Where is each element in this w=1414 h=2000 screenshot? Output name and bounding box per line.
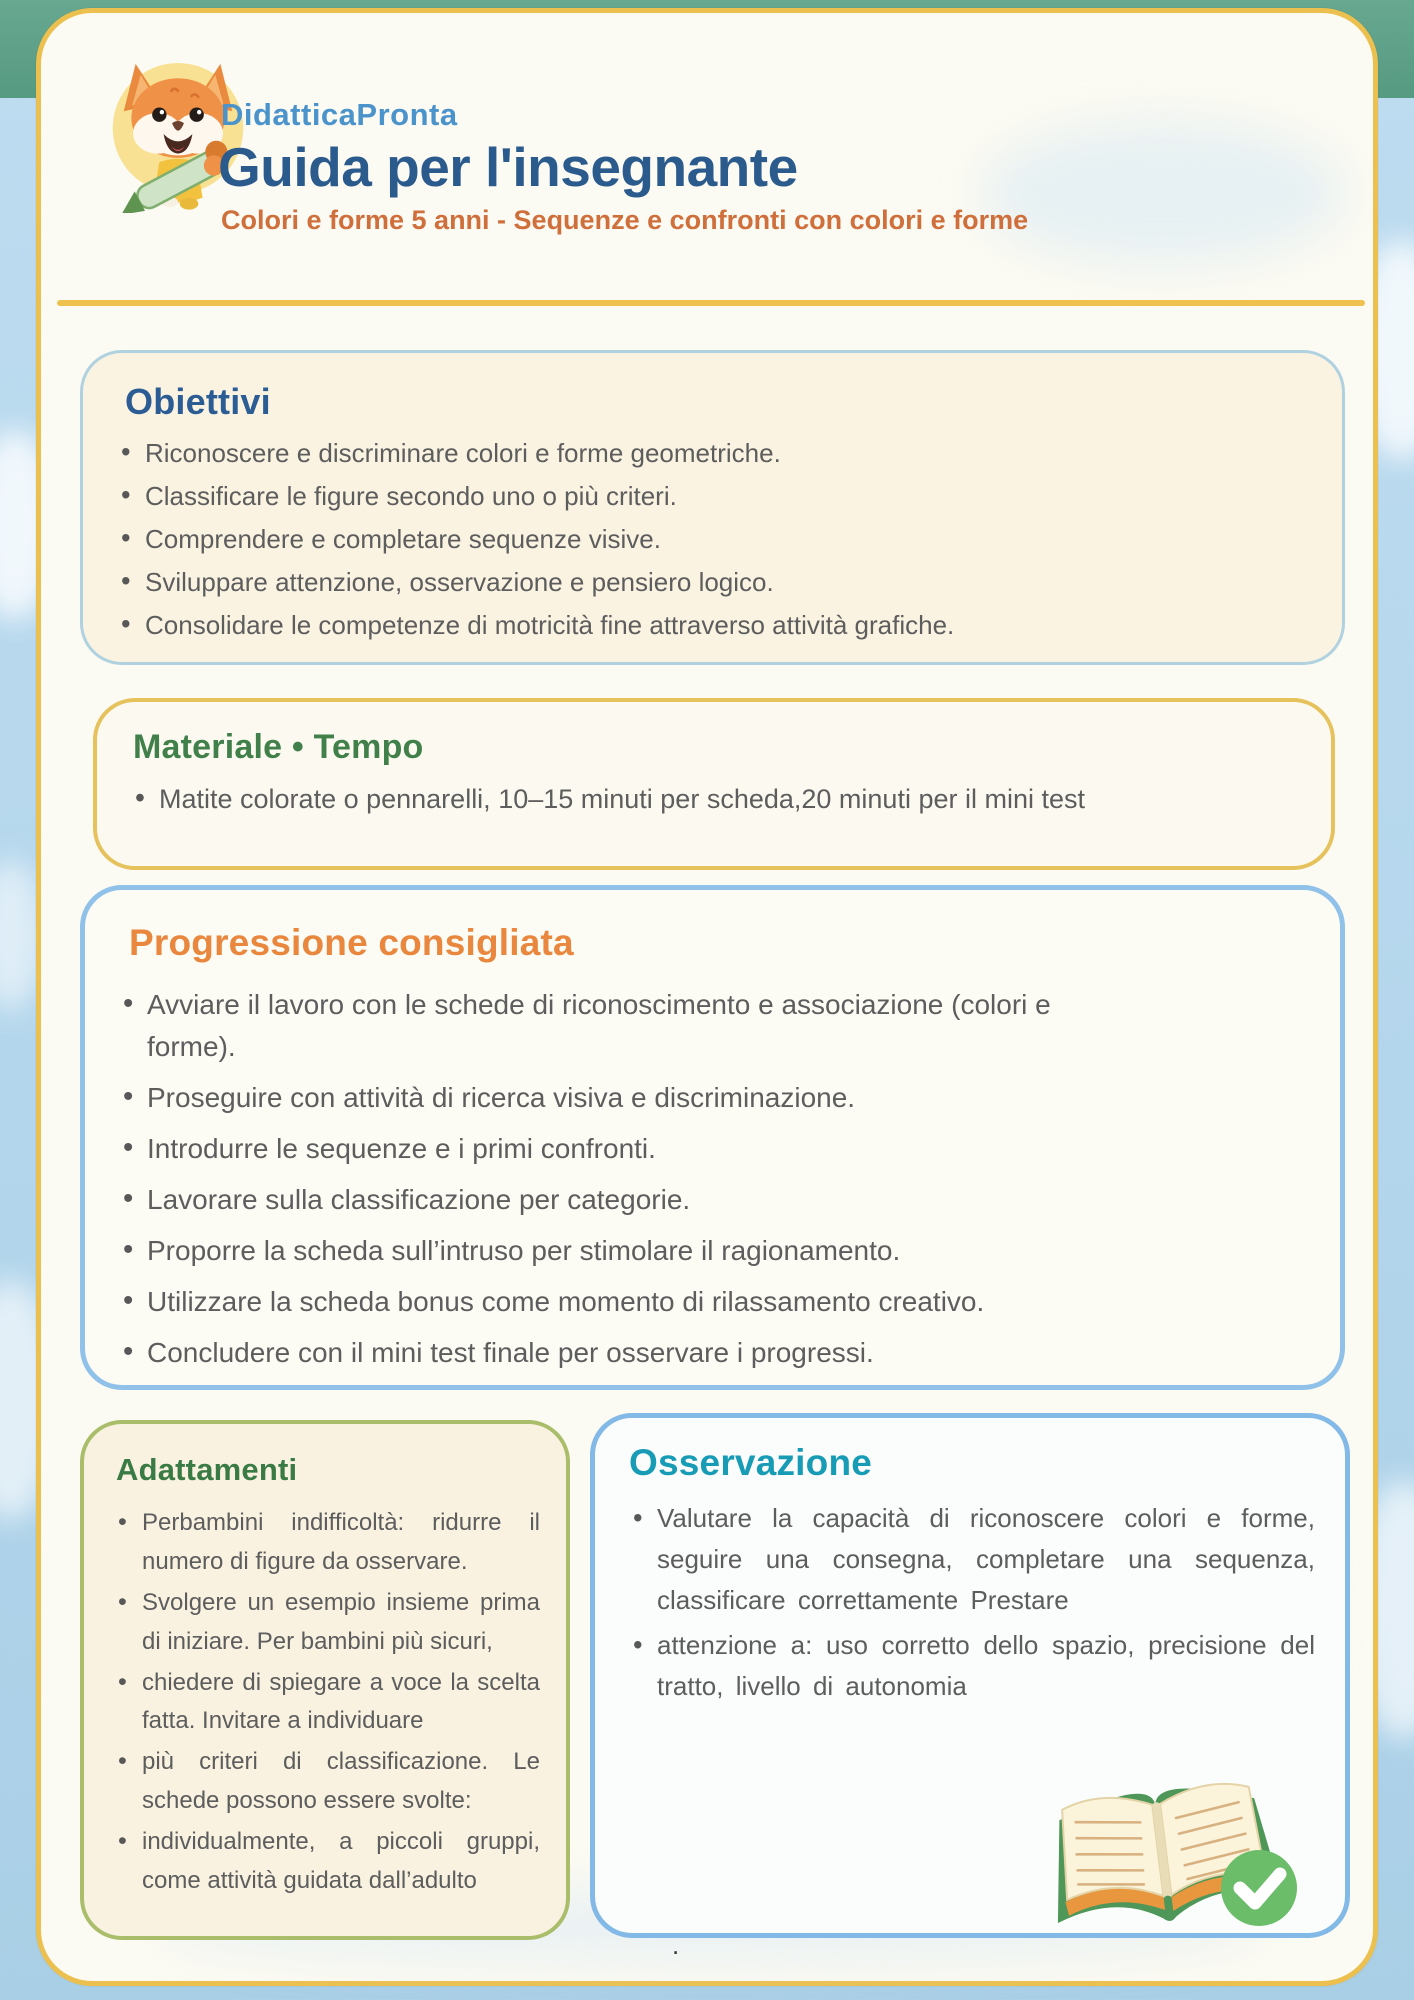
list-item: • Riconoscere e discriminare colori e forme geometriche. <box>113 435 1312 472</box>
list-item: • Classificare le figure secondo uno o più criteri. <box>113 478 1312 515</box>
header-divider <box>57 300 1365 306</box>
list-item: • Valutare la capacità di riconoscere colori e forme, seguire una consegna, completare una sequenza, classificare correttamente Prestare <box>625 1498 1315 1621</box>
list-item: • Sviluppare attenzione, osservazione e pensiero logico. <box>113 564 1312 601</box>
materiale-list <box>127 781 1301 819</box>
list-item: • Perbambini indifficoltà: ridurre il numero di figure da osservare. <box>110 1504 540 1582</box>
progressione-list <box>115 984 1145 1374</box>
guide-card <box>36 8 1378 1986</box>
section-progressione-title: Progressione consigliata <box>129 922 574 963</box>
section-obiettivi <box>80 350 1345 665</box>
open-book-icon <box>1047 1770 1309 1942</box>
osservazione-list <box>625 1498 1315 1707</box>
page-subtitle: Colori e forme 5 anni - Sequenze e confronti con colori e forme <box>221 205 1029 235</box>
list-item: • Utilizzare la scheda bonus come momento di rilassamento creativo. <box>115 1281 1145 1323</box>
list-item: • Introdurre le sequenze e i primi confronti. <box>115 1128 1145 1170</box>
section-progressione <box>80 885 1345 1390</box>
book-badge-group <box>1047 1770 1309 1942</box>
list-item: • Lavorare sulla classificazione per categorie. <box>115 1179 1145 1221</box>
list-item: • Consolidare le competenze di motricità fine attraverso attività grafiche. <box>113 607 1312 644</box>
section-osservazione-title: Osservazione <box>629 1442 873 1483</box>
list-item: • Proporre la scheda sull’intruso per stimolare il ragionamento. <box>115 1230 1145 1272</box>
list-item: • più criteri di classificazione. Le schede possono essere svolte: <box>110 1743 540 1821</box>
section-adattamenti-title: Adattamenti <box>116 1452 298 1487</box>
adattamenti-list <box>110 1504 540 1901</box>
section-obiettivi-title: Obiettivi <box>125 381 271 422</box>
section-materiale-tempo-title: Materiale • Tempo <box>133 728 424 766</box>
list-item: • Avviare il lavoro con le schede di riconoscimento e associazione (colori e forme). <box>115 984 1145 1068</box>
page-title: Guida per l'insegnante <box>218 136 798 198</box>
check-badge-circle <box>1221 1850 1297 1926</box>
list-item: • Svolgere un esempio insieme prima di iniziare. Per bambini più sicuri, <box>110 1584 540 1662</box>
list-item: • Matite colorate o pennarelli, 10–15 minuti per scheda,20 minuti per il mini test <box>127 781 1157 819</box>
section-adattamenti <box>80 1420 570 1940</box>
brand-name: DidatticaPronta <box>221 97 458 132</box>
cloud-decoration <box>983 123 1343 263</box>
list-item: • Comprendere e completare sequenze visive. <box>113 521 1312 558</box>
list-item: • Proseguire con attività di ricerca visiva e discriminazione. <box>115 1077 1145 1119</box>
section-osservazione <box>590 1413 1350 1938</box>
stray-period: . <box>672 1930 680 1960</box>
list-item: • Concludere con il mini test finale per osservare i progressi. <box>115 1332 1145 1374</box>
section-materiale-tempo <box>93 698 1335 870</box>
list-item: • chiedere di spiegare a voce la scelta fatta. Invitare a individuare <box>110 1664 540 1742</box>
list-item: • individualmente, a piccoli gruppi, come attività guidata dall’adulto <box>110 1823 540 1901</box>
obiettivi-list <box>113 435 1312 644</box>
list-item: • attenzione a: uso corretto dello spazio, precisione del tratto, livello di autonomia <box>625 1625 1315 1707</box>
